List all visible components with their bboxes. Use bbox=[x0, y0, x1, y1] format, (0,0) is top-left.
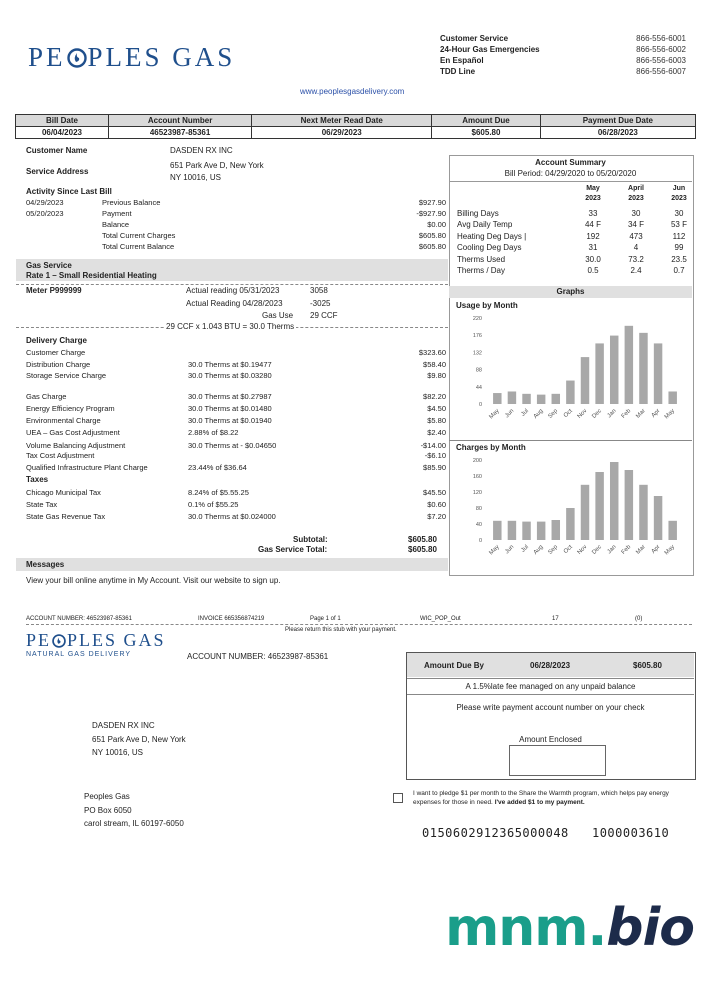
summary-value: 73.2 bbox=[628, 254, 644, 264]
stub-customer-addr1: 651 Park Ave D, New York bbox=[92, 735, 186, 744]
charge-desc: UEA – Gas Cost Adjustment bbox=[26, 428, 120, 437]
charge-amount: $82.20 bbox=[423, 392, 446, 401]
charge-amount: $2.40 bbox=[427, 428, 446, 437]
x-tick-label: Jun bbox=[504, 408, 516, 420]
chart-bar bbox=[522, 522, 530, 540]
charge-row bbox=[26, 416, 446, 427]
chart-bar bbox=[508, 391, 516, 404]
charge-detail: 8.24% of $5.55.25 bbox=[188, 488, 249, 497]
charge-row bbox=[26, 451, 446, 462]
pledge-main: I want to pledge $1 per month to the Share the Warmth program, which helps pay energy expenses for those in need. bbox=[413, 790, 669, 806]
summary-value: 44 F bbox=[584, 220, 601, 230]
chart-bar bbox=[668, 391, 676, 404]
usage-chart bbox=[450, 310, 692, 436]
rate-label: Rate 1 – Small Residential Heating bbox=[26, 271, 157, 280]
stub-amount: $605.80 bbox=[633, 661, 662, 670]
charge-desc: Qualified Infrastructure Plant Charge bbox=[26, 463, 148, 472]
charge-amount: -$14.00 bbox=[420, 441, 446, 450]
activity-amount: $927.90 bbox=[418, 198, 446, 207]
gas-service-title: Gas Service bbox=[26, 261, 72, 270]
charge-detail: 23.44% of $36.64 bbox=[188, 463, 247, 472]
charge-amount: $58.40 bbox=[423, 359, 446, 369]
contact-label: 24-Hour Gas Emergencies bbox=[440, 45, 540, 54]
charge-amount: $4.50 bbox=[427, 404, 446, 413]
charge-detail: 2.88% of $8.22 bbox=[188, 428, 239, 437]
summary-value: 99 bbox=[674, 243, 684, 253]
chart-bar bbox=[654, 496, 662, 540]
activity-row bbox=[26, 242, 446, 253]
remit-city: carol stream, IL 60197-6050 bbox=[84, 819, 184, 828]
x-tick-label: Oct bbox=[562, 408, 574, 420]
total-value: $605.80 bbox=[408, 545, 437, 554]
charge-desc: Storage Service Charge bbox=[26, 371, 107, 380]
summary-year: 2023 bbox=[585, 195, 601, 202]
chart-bar bbox=[552, 520, 560, 540]
summary-value: 23.5 bbox=[671, 254, 687, 264]
x-tick-label: May bbox=[488, 408, 501, 421]
stub-tagline: NATURAL GAS DELIVERY bbox=[26, 651, 132, 658]
charge-amount: $323.60 bbox=[418, 348, 446, 357]
activity-desc: Previous Balance bbox=[102, 198, 161, 207]
watermark-part1: mnm. bbox=[445, 898, 607, 958]
charge-row bbox=[26, 360, 446, 371]
charge-desc: Environmental Charge bbox=[26, 416, 101, 425]
contact-label: Customer Service bbox=[440, 34, 509, 43]
charge-row bbox=[26, 348, 446, 359]
amount-due: $605.80 bbox=[432, 127, 540, 139]
y-tick-label: 176 bbox=[472, 333, 482, 340]
x-tick-label: Sep bbox=[547, 408, 560, 420]
summary-period: Bill Period: 04/29/2020 to 05/20/2020 bbox=[504, 169, 637, 178]
x-tick-label: Sep bbox=[547, 544, 560, 556]
actual-reading-2-label: Actual Reading 04/28/2023 bbox=[186, 299, 283, 308]
chart-bar bbox=[581, 357, 589, 404]
y-tick-label: 220 bbox=[472, 316, 482, 322]
summary-row-label: Cooling Deg Days bbox=[457, 243, 522, 253]
pledge-bold: I've added $1 to my payment. bbox=[494, 799, 585, 806]
gas-use-label: Gas Use bbox=[262, 311, 294, 320]
y-tick-label: 40 bbox=[475, 522, 482, 528]
graphs-title: Graphs bbox=[556, 287, 585, 296]
x-tick-label: Feb bbox=[620, 408, 633, 420]
charge-detail: 30.0 Therms at $0.19477 bbox=[188, 359, 272, 369]
chart-bar bbox=[522, 394, 530, 404]
chart-bar bbox=[552, 394, 560, 404]
activity-row bbox=[26, 220, 446, 231]
charge-detail: 30.0 Therms at $0.01480 bbox=[188, 404, 272, 413]
contact-phone: 866-556-6003 bbox=[636, 56, 686, 65]
summary-row-label: Billing Days bbox=[457, 209, 499, 218]
amount-enclosed-input[interactable] bbox=[509, 745, 606, 776]
pledge-checkbox[interactable] bbox=[393, 793, 403, 803]
taxes-title: Taxes bbox=[26, 475, 49, 484]
activity-date: 04/29/2023 bbox=[26, 198, 64, 207]
activity-title: Activity Since Last Bill bbox=[26, 187, 112, 196]
summary-value: 34 F bbox=[627, 220, 644, 230]
activity-date: 05/20/2023 bbox=[26, 209, 64, 218]
charge-row bbox=[26, 371, 446, 382]
summary-row-label: Therms Used bbox=[457, 254, 506, 264]
col-amount-due: Amount Due bbox=[432, 115, 540, 127]
charge-desc: Distribution Charge bbox=[26, 359, 91, 369]
summary-value: 0.7 bbox=[673, 266, 685, 275]
watermark bbox=[445, 898, 694, 958]
x-tick-label: Nov bbox=[576, 544, 589, 556]
summary-year: 2023 bbox=[628, 195, 644, 202]
charge-row bbox=[26, 404, 446, 415]
chart-bar bbox=[668, 521, 676, 540]
charge-row bbox=[26, 392, 446, 403]
summary-value: 2.4 bbox=[630, 266, 642, 275]
meter-number: Meter P999999 bbox=[26, 286, 82, 295]
chart-bar bbox=[566, 508, 574, 540]
y-tick-label: 44 bbox=[475, 384, 482, 391]
charge-row bbox=[26, 500, 446, 511]
summary-value: 31 bbox=[588, 243, 598, 253]
charge-amount: $85.90 bbox=[423, 463, 446, 472]
actual-reading-2-value: -3025 bbox=[310, 299, 331, 308]
amount-enclosed-label: Amount Enclosed bbox=[519, 735, 582, 744]
activity-row bbox=[26, 198, 446, 209]
summary-row-label: Avg Daily Temp bbox=[457, 220, 513, 230]
remit-name: Peoples Gas bbox=[84, 792, 130, 801]
stub-account-line: ACCOUNT NUMBER: 46523987-85361 bbox=[187, 652, 329, 661]
customer-name: DASDEN RX INC bbox=[170, 146, 233, 155]
chart-bar bbox=[566, 381, 574, 404]
chart-bar bbox=[639, 333, 647, 404]
summary-value: 33 bbox=[588, 209, 598, 218]
amount-due-by-label: Amount Due By bbox=[424, 661, 484, 670]
charge-amount: -$6.10 bbox=[424, 451, 446, 460]
contact-label: En Español bbox=[440, 56, 484, 65]
total-label: Gas Service Total: bbox=[258, 545, 328, 554]
divider bbox=[449, 440, 692, 441]
subtotal-label: Subtotal: bbox=[293, 535, 328, 544]
conversion-line: 29 CCF x 1.043 BTU = 30.0 Therms bbox=[166, 322, 295, 331]
x-tick-label: Apr bbox=[650, 408, 662, 420]
summary-row-label: Heating Deg Days | bbox=[457, 231, 527, 241]
summary-value: 112 bbox=[672, 231, 686, 241]
summary-value: 0.5 bbox=[587, 266, 599, 275]
activity-desc: Total Current Balance bbox=[102, 242, 175, 251]
y-tick-label: 160 bbox=[472, 474, 482, 480]
activity-desc: Payment bbox=[102, 209, 132, 218]
service-address-label: Service Address bbox=[26, 167, 89, 176]
charge-amount: $45.50 bbox=[423, 488, 446, 497]
chart-bar bbox=[595, 343, 603, 404]
gas-use-value: 29 CCF bbox=[310, 311, 338, 320]
summary-value: 192 bbox=[586, 231, 600, 241]
y-tick-label: 0 bbox=[478, 402, 482, 408]
x-tick-label: Mar bbox=[635, 544, 647, 556]
x-tick-label: Oct bbox=[562, 544, 574, 556]
actual-reading-1-value: 3058 bbox=[310, 286, 328, 295]
charge-desc: Gas Charge bbox=[26, 392, 67, 401]
charge-desc: State Gas Revenue Tax bbox=[26, 512, 106, 521]
watermark-part2: bio bbox=[606, 898, 694, 958]
x-tick-label: May bbox=[663, 544, 677, 557]
summary-value: 53 F bbox=[670, 220, 687, 230]
x-tick-label: Dec bbox=[591, 408, 604, 420]
charge-amount: $0.60 bbox=[427, 500, 446, 509]
messages-text: View your bill online anytime in My Account. Visit our website to sign up. bbox=[26, 576, 281, 585]
delivery-title: Delivery Charge bbox=[26, 336, 87, 345]
charge-row bbox=[26, 463, 446, 474]
bill-header-table bbox=[15, 114, 696, 139]
write-account-note: Please write payment account number on your check bbox=[456, 703, 645, 712]
tear-line bbox=[26, 624, 692, 625]
activity-amount: $0.00 bbox=[427, 220, 446, 229]
footer-code: WIC_POP_Out bbox=[420, 616, 461, 622]
charges-chart-title: Charges by Month bbox=[456, 443, 526, 452]
activity-amount: $605.80 bbox=[418, 231, 446, 240]
messages-title: Messages bbox=[26, 560, 65, 569]
summary-month: May bbox=[586, 185, 600, 192]
contact-phone: 866-556-6007 bbox=[636, 67, 686, 76]
charge-desc: Chicago Municipal Tax bbox=[26, 488, 101, 497]
y-tick-label: 88 bbox=[475, 367, 482, 374]
summary-row-label: Therms / Day bbox=[457, 266, 506, 275]
company-logo: PE PLES GAS bbox=[28, 42, 236, 72]
charge-amount: $9.80 bbox=[427, 371, 446, 380]
chart-bar bbox=[625, 470, 633, 540]
divider bbox=[407, 678, 694, 679]
divider bbox=[407, 694, 694, 695]
stub-logo: PE PLES GAS bbox=[26, 630, 166, 650]
scanline bbox=[422, 826, 669, 840]
divider bbox=[16, 284, 448, 285]
customer-name-label: Customer Name bbox=[26, 146, 88, 155]
return-stub-text: Please return this stub with your payment. bbox=[285, 627, 397, 633]
col-payment-due: Payment Due Date bbox=[540, 115, 695, 127]
actual-reading-1-label: Actual reading 05/31/2023 bbox=[186, 286, 280, 295]
chart-bar bbox=[610, 462, 618, 540]
charge-desc: Energy Efficiency Program bbox=[26, 404, 115, 413]
y-tick-label: 120 bbox=[472, 490, 482, 496]
payment-due-date: 06/28/2023 bbox=[540, 127, 695, 139]
chart-bar bbox=[537, 522, 545, 540]
x-tick-label: Jul bbox=[520, 544, 530, 554]
x-tick-label: Apr bbox=[650, 544, 662, 556]
x-tick-label: Nov bbox=[576, 408, 589, 420]
x-tick-label: Jun bbox=[504, 544, 516, 556]
chart-bar bbox=[508, 521, 516, 540]
next-read-date: 06/29/2023 bbox=[252, 127, 432, 139]
chart-bar bbox=[493, 521, 501, 540]
y-tick-label: 80 bbox=[475, 506, 482, 512]
service-address-line2: NY 10016, US bbox=[170, 173, 221, 182]
charges-chart bbox=[450, 452, 692, 572]
x-tick-label: Aug bbox=[532, 408, 545, 420]
x-tick-label: Mar bbox=[635, 408, 647, 420]
y-tick-label: 132 bbox=[472, 350, 482, 357]
charge-desc: Volume Balancing Adjustment bbox=[26, 441, 126, 450]
charge-desc: Tax Cost Adjustment bbox=[26, 451, 95, 460]
charge-amount: $7.20 bbox=[427, 512, 446, 521]
messages-band bbox=[16, 558, 448, 571]
chart-bar bbox=[625, 326, 633, 404]
charge-row bbox=[26, 512, 446, 523]
usage-chart-title: Usage by Month bbox=[456, 301, 518, 310]
subtotal-value: $605.80 bbox=[408, 535, 437, 544]
charge-detail: 0.1% of $55.25 bbox=[188, 500, 239, 509]
charge-amount: $5.80 bbox=[427, 416, 446, 425]
footer-account: ACCOUNT NUMBER: 46523987-85361 bbox=[26, 616, 132, 622]
chart-bar bbox=[537, 395, 545, 404]
flame-icon bbox=[52, 632, 66, 646]
bill-date: 06/04/2023 bbox=[16, 127, 109, 139]
activity-row bbox=[26, 231, 446, 242]
charge-detail: 30.0 Therms at - $0.04650 bbox=[188, 441, 277, 450]
summary-value: 30.0 bbox=[585, 254, 601, 264]
col-account-number: Account Number bbox=[108, 115, 251, 127]
footer-page: Page 1 of 1 bbox=[310, 616, 341, 622]
summary-title: Account Summary bbox=[535, 158, 606, 167]
col-next-read: Next Meter Read Date bbox=[252, 115, 432, 127]
website-link[interactable]: www.peoplesgasdelivery.com bbox=[300, 87, 405, 96]
x-tick-label: Aug bbox=[532, 544, 545, 556]
stub-customer-name: DASDEN RX INC bbox=[92, 721, 155, 730]
charge-row bbox=[26, 428, 446, 439]
summary-value: 30 bbox=[674, 209, 684, 218]
stub-customer-addr2: NY 10016, US bbox=[92, 748, 143, 757]
summary-month: April bbox=[628, 185, 644, 192]
activity-desc: Balance bbox=[102, 220, 130, 229]
x-tick-label: Jul bbox=[520, 408, 530, 418]
activity-amount: -$927.90 bbox=[416, 209, 446, 218]
chart-bar bbox=[581, 485, 589, 540]
contact-table bbox=[440, 33, 686, 77]
summary-value: 473 bbox=[629, 231, 643, 241]
charge-detail: 30.0 Therms at $0.03280 bbox=[188, 371, 272, 380]
x-tick-label: May bbox=[488, 544, 501, 557]
charge-detail: 30.0 Therms at $0.01940 bbox=[188, 416, 272, 425]
charge-desc: State Tax bbox=[26, 500, 58, 509]
col-bill-date: Bill Date bbox=[16, 115, 109, 127]
summary-value: 4 bbox=[633, 243, 639, 253]
scanline-1: 0150602912365000048 bbox=[422, 826, 569, 840]
activity-row bbox=[26, 209, 446, 220]
footer-invoice: INVOICE 665356874219 bbox=[198, 616, 265, 622]
account-number: 46523987-85361 bbox=[108, 127, 251, 139]
contact-phone: 866-556-6002 bbox=[636, 45, 686, 54]
chart-bar bbox=[654, 343, 662, 404]
chart-bar bbox=[639, 485, 647, 540]
charge-desc: Customer Charge bbox=[26, 348, 86, 357]
contact-phone: 866-556-6001 bbox=[636, 34, 686, 43]
late-fee-note: A 1.5%late fee managed on any unpaid balance bbox=[465, 682, 636, 691]
chart-bar bbox=[610, 336, 618, 404]
chart-bar bbox=[595, 472, 603, 540]
activity-amount: $605.80 bbox=[418, 242, 446, 251]
remit-box: PO Box 6050 bbox=[84, 806, 132, 815]
x-tick-label: Feb bbox=[620, 544, 633, 556]
service-address-line1: 651 Park Ave D, New York bbox=[170, 161, 264, 170]
x-tick-label: Jan bbox=[606, 408, 618, 420]
footer-17: 17 bbox=[552, 616, 559, 622]
contact-label: TDD Line bbox=[440, 67, 476, 76]
pledge-text bbox=[413, 789, 693, 807]
x-tick-label: Jan bbox=[606, 544, 618, 556]
flame-icon bbox=[67, 44, 87, 64]
charge-detail: 30.0 Therms at $0.024000 bbox=[188, 512, 276, 521]
summary-year: 2023 bbox=[671, 195, 687, 202]
activity-desc: Total Current Charges bbox=[102, 231, 176, 240]
charge-detail: 30.0 Therms at $0.27987 bbox=[188, 392, 272, 401]
scanline-2: 1000003610 bbox=[591, 826, 670, 840]
y-tick-label: 0 bbox=[478, 538, 482, 544]
chart-bar bbox=[493, 393, 501, 404]
x-tick-label: May bbox=[663, 408, 677, 421]
summary-month: Jun bbox=[672, 185, 686, 192]
y-tick-label: 200 bbox=[472, 458, 482, 464]
charge-row bbox=[26, 488, 446, 499]
stub-due-date: 06/28/2023 bbox=[530, 661, 571, 670]
summary-value: 30 bbox=[631, 209, 641, 218]
x-tick-label: Dec bbox=[591, 544, 604, 556]
footer-zero: (0) bbox=[635, 616, 643, 622]
